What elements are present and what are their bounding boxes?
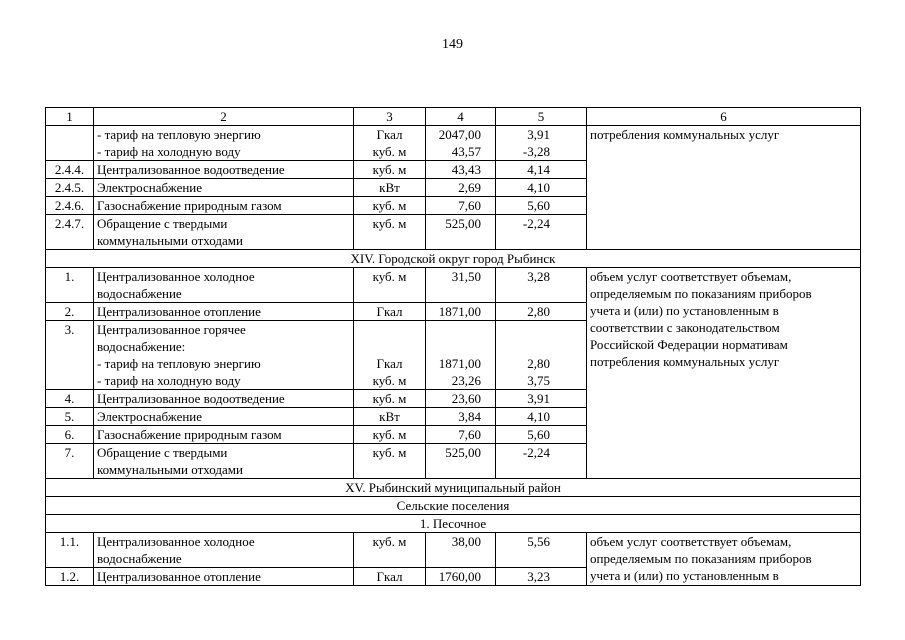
table-row [46, 126, 861, 161]
service-name: коммунальными отходами [97, 462, 243, 477]
subsection-title: 1. Песочное [46, 515, 861, 533]
service-name: Централизованное отопление [94, 568, 354, 586]
value-cell: 2,80 [527, 356, 550, 371]
service-name: Централизованное горячее [97, 322, 246, 337]
service-name: Централизованное отопление [94, 303, 354, 321]
unit-cell: куб. м [354, 390, 426, 408]
unit-cell: куб. м [354, 268, 426, 303]
value-cell: 525,00 [426, 215, 496, 250]
value-cell: 7,60 [426, 426, 496, 444]
value-cell: 38,00 [426, 533, 496, 568]
unit-cell: куб. м [354, 426, 426, 444]
value-cell: 525,00 [426, 444, 496, 479]
value-cell: 1871,00 [426, 303, 496, 321]
section-title: XV. Рыбинский муниципальный район [46, 479, 861, 497]
unit-cell: куб. м [372, 144, 407, 159]
row-number: 2. [46, 303, 94, 321]
service-name: Электроснабжение [94, 179, 354, 197]
value-cell: 3,28 [496, 268, 587, 303]
service-name: Централизованное холодное [97, 534, 255, 549]
row-number: 3. [46, 321, 94, 390]
value-cell: 3,91 [527, 127, 550, 142]
value-cell: -2,24 [496, 444, 587, 479]
unit-cell: Гкал [376, 356, 403, 371]
service-name: Газоснабжение природным газом [94, 197, 354, 215]
value-cell: 3,84 [426, 408, 496, 426]
value-cell: 2047,00 [438, 127, 481, 142]
section-row [46, 497, 861, 515]
value-cell: 2,69 [426, 179, 496, 197]
value-cell: 23,26 [451, 373, 481, 388]
value-cell: 5,60 [496, 426, 587, 444]
service-name: водоснабжение: [97, 339, 186, 354]
unit-cell: Гкал [354, 303, 426, 321]
unit-cell: куб. м [354, 444, 426, 479]
row-number: 2.4.6. [46, 197, 94, 215]
value-cell: 4,10 [496, 179, 587, 197]
row-number: 2.4.7. [46, 215, 94, 250]
note-cell: объем услуг соответствует объемам, определяемым по показаниям приборов учета и (или) по установленным в соответствии с законодательством Российской Федерации нормативам потребления коммунальных услуг [587, 268, 861, 479]
value-cell: 1871,00 [438, 356, 481, 371]
value-cell: 4,10 [496, 408, 587, 426]
row-number: 2.4.4. [46, 161, 94, 179]
value-cell: 5,56 [496, 533, 587, 568]
value-cell: 4,14 [496, 161, 587, 179]
service-name: - тариф на холодную воду [97, 373, 241, 388]
value-cell: 31,50 [426, 268, 496, 303]
unit-cell: куб. м [354, 161, 426, 179]
value-cell: -3,28 [522, 144, 550, 159]
value-cell: 7,60 [426, 197, 496, 215]
table-row [46, 268, 861, 303]
header-cell: 1 [46, 108, 94, 126]
section-title: XIV. Городской округ город Рыбинск [46, 250, 861, 268]
value-cell: 5,60 [496, 197, 587, 215]
unit-cell: куб. м [372, 373, 407, 388]
row-number: 1. [46, 268, 94, 303]
unit-cell: Гкал [376, 127, 403, 142]
service-name: Обращение с твердыми [97, 216, 228, 231]
row-number: 7. [46, 444, 94, 479]
unit-cell: куб. м [354, 197, 426, 215]
row-number: 1.1. [46, 533, 94, 568]
section-row [46, 515, 861, 533]
value-cell: 3,75 [527, 373, 550, 388]
service-name: коммунальными отходами [97, 233, 243, 248]
header-cell: 4 [426, 108, 496, 126]
row-number: 1.2. [46, 568, 94, 586]
value-cell: 2,80 [496, 303, 587, 321]
subsection-title: Сельские поселения [46, 497, 861, 515]
header-cell: 3 [354, 108, 426, 126]
row-number: 2.4.5. [46, 179, 94, 197]
table-row [46, 533, 861, 568]
page-number: 149 [442, 37, 463, 52]
unit-cell: кВт [354, 408, 426, 426]
service-name: Централизованное холодное [97, 269, 255, 284]
table-header-row [46, 108, 861, 126]
value-cell: 23,60 [426, 390, 496, 408]
row-number: 4. [46, 390, 94, 408]
value-cell: 43,43 [426, 161, 496, 179]
note-cell: объем услуг соответствует объемам, определяемым по показаниям приборов учета и (или) по установленным в [587, 533, 861, 586]
value-cell: 1760,00 [426, 568, 496, 586]
service-name: Газоснабжение природным газом [94, 426, 354, 444]
service-name: - тариф на холодную воду [97, 144, 241, 159]
unit-cell: кВт [354, 179, 426, 197]
unit-cell: куб. м [354, 533, 426, 568]
service-name: Централизованное водоотведение [94, 161, 354, 179]
header-cell: 5 [496, 108, 587, 126]
service-name: - тариф на тепловую энергию [97, 356, 261, 371]
service-name: Обращение с твердыми [97, 445, 228, 460]
section-row [46, 250, 861, 268]
header-cell: 2 [94, 108, 354, 126]
service-name: - тариф на тепловую энергию [97, 127, 261, 142]
value-cell: 3,91 [496, 390, 587, 408]
service-name: водоснабжение [97, 286, 182, 301]
note-cell: потребления коммунальных услуг [587, 126, 861, 250]
row-number: 6. [46, 426, 94, 444]
value-cell: 43,57 [451, 144, 481, 159]
unit-cell: Гкал [354, 568, 426, 586]
service-name: Централизованное водоотведение [94, 390, 354, 408]
header-cell: 6 [587, 108, 861, 126]
value-cell: 3,23 [496, 568, 587, 586]
value-cell: -2,24 [496, 215, 587, 250]
section-row [46, 479, 861, 497]
service-name: водоснабжение [97, 551, 182, 566]
row-number: 5. [46, 408, 94, 426]
unit-cell: куб. м [354, 215, 426, 250]
tariff-table [45, 107, 861, 586]
service-name: Электроснабжение [94, 408, 354, 426]
